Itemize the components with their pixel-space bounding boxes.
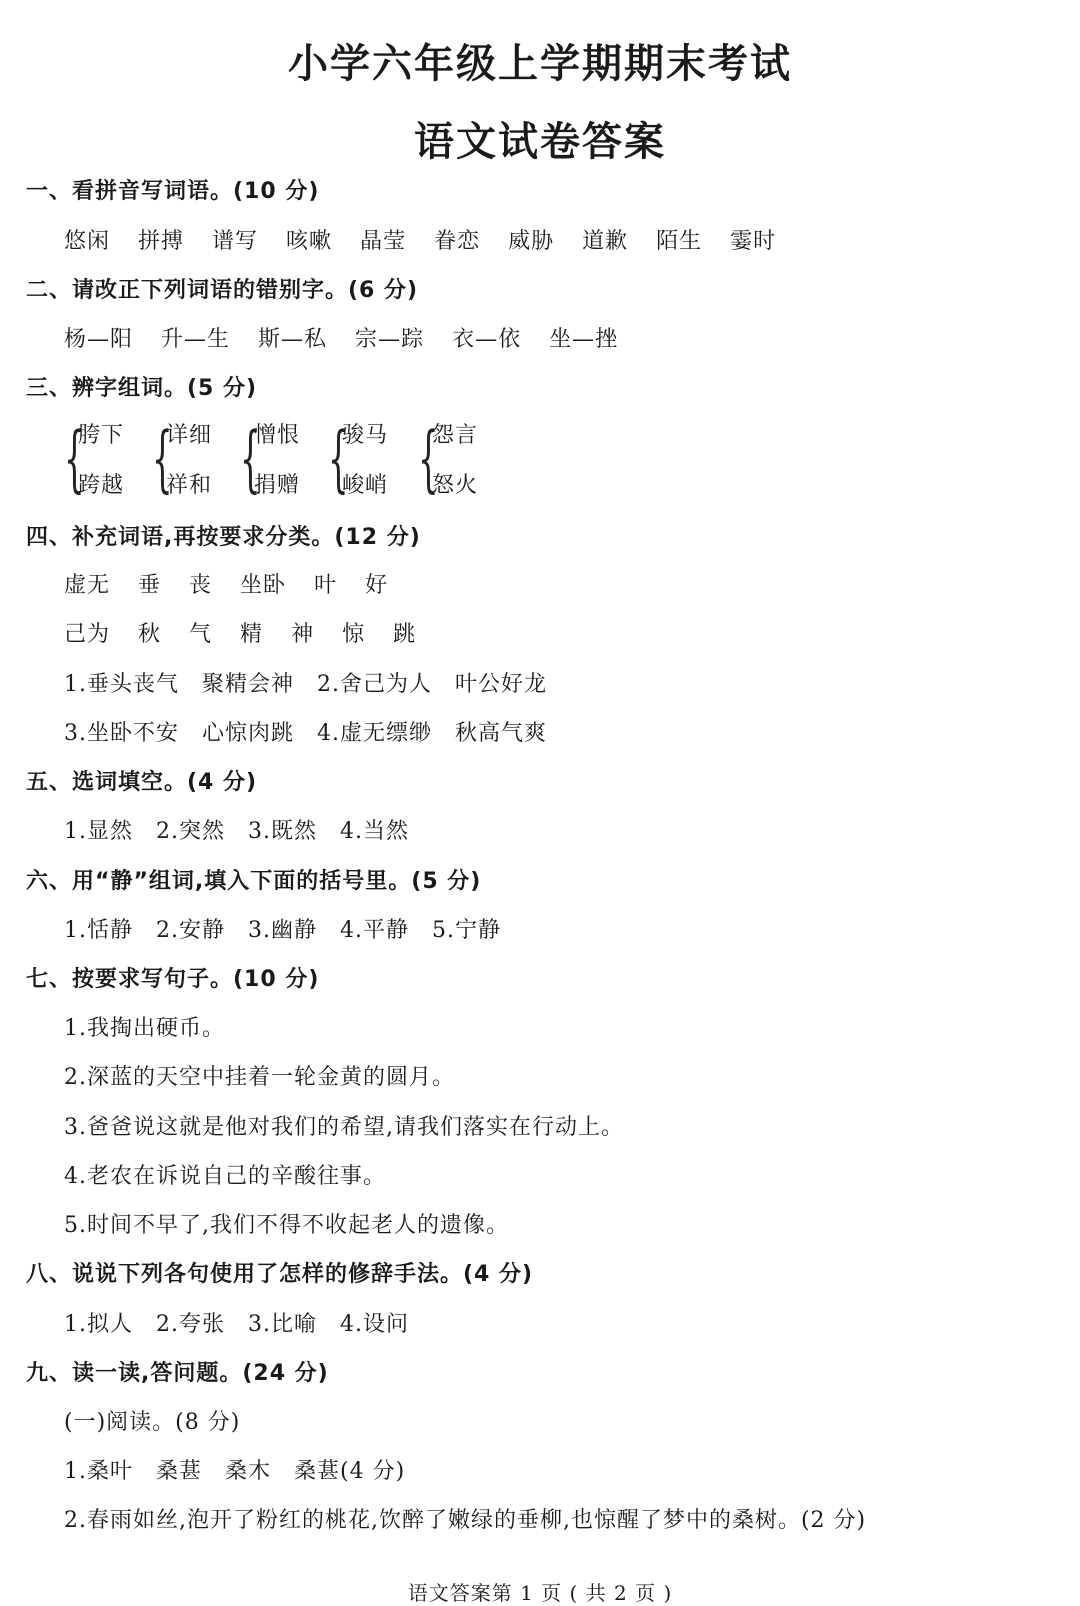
section-4-classify-row-2: 3.坐卧不安 心惊肉跳 4.虚无缥缈 秋高气爽	[64, 721, 547, 746]
section-7-line-2: 2.深蓝的天空中挂着一轮金黄的圆月。	[64, 1065, 455, 1090]
answer-word: 道歉	[582, 229, 629, 254]
page-footer: 语文答案第 1 页 ( 共 2 页 )	[407, 1581, 673, 1605]
section-3-heading: 三、辨字组词。(5 分)	[26, 376, 258, 401]
section-9-answer-2: 2.春雨如丝,泡开了粉红的桃花,饮醉了嫩绿的垂柳,也惊醒了梦中的桑树。(2 分)	[64, 1508, 867, 1533]
section-2-answers	[64, 322, 646, 353]
answer-word: 咳嗽	[286, 229, 333, 254]
section-4-fill-row-2	[64, 617, 444, 648]
brace-icon: {	[152, 416, 173, 500]
correction-pair: 衣—依	[452, 327, 522, 352]
brace-icon: {	[328, 416, 349, 500]
answer-word: 霎时	[730, 229, 777, 254]
section-7-heading: 七、按要求写句子。(10 分)	[26, 967, 320, 992]
section-7-line-3: 3.爸爸说这就是他对我们的希望,请我们落实在行动上。	[64, 1115, 624, 1140]
fill-word: 气	[189, 622, 213, 647]
correction-pair: 升—生	[161, 327, 231, 352]
fill-word: 虚无	[64, 573, 111, 598]
fill-word: 神	[291, 622, 315, 647]
fill-word: 精	[240, 622, 264, 647]
fill-word: 秋	[138, 622, 162, 647]
section-5-answer: 1.显然 2.突然 3.既然 4.当然	[64, 819, 409, 844]
section-6-answer: 1.恬静 2.安静 3.幽静 4.平静 5.宁静	[64, 918, 501, 943]
word-group-2	[152, 418, 242, 504]
fill-word: 好	[365, 573, 389, 598]
group-word-top: 憎恨	[254, 423, 301, 448]
fill-word: 叶	[314, 573, 338, 598]
group-word-bottom: 捐赠	[254, 473, 301, 498]
section-7-line-1: 1.我掏出硬币。	[64, 1016, 225, 1041]
section-6-heading: 六、用“静”组词,填入下面的括号里。(5 分)	[26, 869, 482, 894]
section-2-heading: 二、请改正下列词语的错别字。(6 分)	[26, 278, 419, 303]
group-word-top: 怨言	[432, 423, 479, 448]
group-word-bottom: 峻峭	[342, 473, 389, 498]
correction-pair: 杨—阳	[64, 327, 134, 352]
section-7-line-4: 4.老农在诉说自己的辛酸往事。	[64, 1164, 386, 1189]
brace-icon: {	[418, 416, 439, 500]
answer-word: 悠闲	[64, 229, 111, 254]
section-4-fill-row-1	[64, 568, 416, 599]
section-8-heading: 八、说说下列各句使用了怎样的修辞手法。(4 分)	[26, 1262, 534, 1287]
group-word-top: 胯下	[78, 423, 125, 448]
fill-word: 跳	[393, 622, 417, 647]
section-5-heading: 五、选词填空。(4 分)	[26, 770, 258, 795]
group-word-bottom: 祥和	[166, 473, 213, 498]
group-word-bottom: 怒火	[432, 473, 479, 498]
word-group-4	[328, 418, 418, 504]
section-9-heading: 九、读一读,答问题。(24 分)	[26, 1361, 329, 1386]
answer-word: 晶莹	[360, 229, 407, 254]
section-9-answer-1: 1.桑叶 桑葚 桑木 桑葚(4 分)	[64, 1459, 406, 1484]
answer-word: 陌生	[656, 229, 703, 254]
fill-word: 坐卧	[240, 573, 287, 598]
group-word-bottom: 跨越	[78, 473, 125, 498]
section-1-heading: 一、看拼音写词语。(10 分)	[26, 179, 320, 204]
answer-word: 威胁	[508, 229, 555, 254]
fill-word: 垂	[138, 573, 162, 598]
word-group-3	[240, 418, 330, 504]
word-group-1	[64, 418, 154, 504]
group-word-top: 骏马	[342, 423, 389, 448]
section-7-line-5: 5.时间不早了,我们不得不收起老人的遗像。	[64, 1213, 509, 1238]
answer-word: 眷恋	[434, 229, 481, 254]
brace-icon: {	[240, 416, 261, 500]
section-4-classify-row-1: 1.垂头丧气 聚精会神 2.舍己为人 叶公好龙	[64, 672, 547, 697]
fill-word: 己为	[64, 622, 111, 647]
page-title: 小学六年级上学期期末考试	[288, 41, 792, 87]
word-group-5	[418, 418, 508, 504]
brace-icon: {	[64, 416, 85, 500]
answer-word: 谱写	[212, 229, 259, 254]
section-1-answers	[64, 224, 804, 255]
correction-pair: 斯—私	[258, 327, 328, 352]
fill-word: 惊	[342, 622, 366, 647]
page-subtitle: 语文试卷答案	[414, 119, 666, 165]
section-4-heading: 四、补充词语,再按要求分类。(12 分)	[26, 525, 421, 550]
section-9-sub-heading: (一)阅读。(8 分)	[64, 1410, 241, 1435]
group-word-top: 详细	[166, 423, 213, 448]
fill-word: 丧	[189, 573, 213, 598]
section-8-answer: 1.拟人 2.夸张 3.比喻 4.设问	[64, 1312, 409, 1337]
answer-word: 拼搏	[138, 229, 185, 254]
correction-pair: 宗—踪	[355, 327, 425, 352]
correction-pair: 坐—挫	[549, 327, 619, 352]
